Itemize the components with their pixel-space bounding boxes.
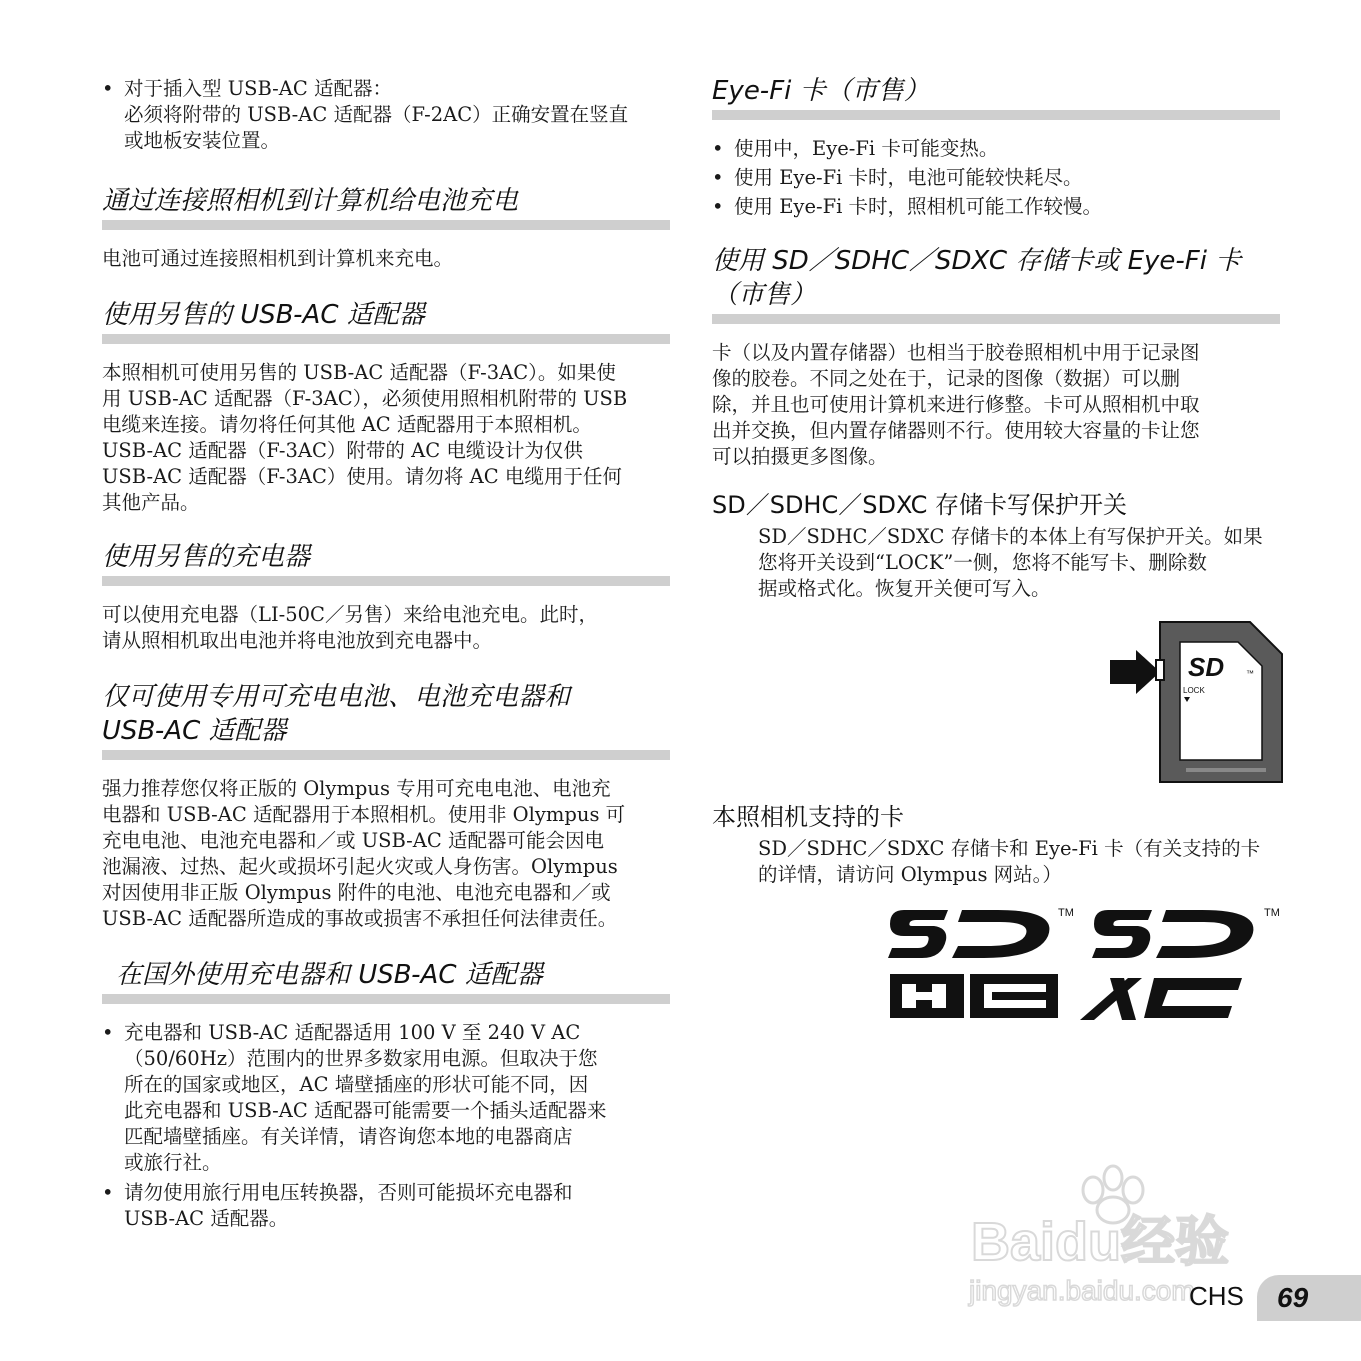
- sdxc-logo: [1080, 907, 1280, 1020]
- heading-line: 仅可使用专用可充电电池、电池充电器和: [102, 682, 571, 712]
- list-item: • 使用中，Eye-Fi 卡可能变热。: [712, 136, 1280, 162]
- section-heading: 使用另售的 USB-AC 适配器: [102, 298, 670, 344]
- section-body: 强力推荐您仅将正版的 Olympus 专用可充电电池、电池充 电器和 USB-AC 适配器用于本照相机。使用非 Olympus 可 充电电池、电池充电器和／或 USB-AC 适配器可能会因电 池漏液、过热、起火或损坏引起火灾或人身伤害。Olympus 对因使用非正版 Olympus 附件的电池、电池充电器和／或 USB-AC 适配器所造成的事故或损害不承担任何法律责任。: [102, 777, 626, 930]
- tm-mark: TM: [1264, 907, 1280, 919]
- sdhc-sdxc-logos: [888, 902, 1284, 1024]
- subsection-heading: 本照相机支持的卡: [712, 803, 904, 831]
- section-body: 本照相机可使用另售的 USB-AC 适配器（F-3AC）。如果使 用 USB-AC 适配器（F-3AC），必须使用照相机附带的 USB 电缆来连接。请勿将任何其他 AC 适配器用于本照相机。 USB-AC 适配器（F-3AC）附带的 AC 电缆设计为仅供 USB-AC 适配器（F-3AC）使用。请勿将 AC 电缆用于任何 其他产品。: [102, 361, 628, 514]
- section-genuine-accessories: [102, 680, 670, 932]
- list-item: • 使用 Eye-Fi 卡时，电池可能较快耗尽。: [712, 165, 1280, 191]
- section-body: 电池可通过连接照相机到计算机来充电。: [102, 247, 454, 270]
- section-charger: [102, 540, 670, 654]
- sdhc-logo: [888, 907, 1074, 1018]
- usb-ac-plug-note: [102, 76, 670, 154]
- section-heading: [712, 244, 1280, 324]
- heading-line: USB-AC 适配器: [102, 716, 287, 746]
- subsection-supported-cards: [712, 802, 1280, 888]
- section-eye-fi: [712, 74, 1280, 220]
- heading-line: 使用 SD／SDHC／SDXC 存储卡或 Eye-Fi 卡: [712, 246, 1242, 276]
- subsection-write-protect: [712, 490, 1280, 602]
- subsection-heading: SD／SDHC／SDXC 存储卡写保护开关: [712, 491, 1128, 519]
- list-item: • 使用 Eye-Fi 卡时，照相机可能工作较慢。: [712, 194, 1280, 220]
- section-usb-ac-adapter: [102, 298, 670, 516]
- sd-logo: SD: [1188, 652, 1225, 682]
- section-pc-charging: [102, 184, 670, 272]
- section-heading: 在国外使用充电器和 USB-AC 适配器: [102, 958, 670, 1004]
- bullet-list: [102, 1020, 670, 1232]
- subsection-body: SD／SDHC／SDXC 存储卡的本体上有写保护开关。如果 您将开关设到“LOCK”一侧，您将不能写卡、删除数 据或格式化。恢复开关便可写入。: [758, 525, 1263, 600]
- section-body: 可以使用充电器（LI-50C／另售）来给电池充电。此时， 请从照相机取出电池并将电池放到充电器中。: [102, 603, 598, 652]
- section-heading: [102, 680, 670, 760]
- watermark-brand: Baidu经验: [971, 1212, 1230, 1272]
- card-slot-line: [1186, 768, 1266, 772]
- write-protect-switch: [1156, 660, 1164, 680]
- page-footer: [1181, 1275, 1361, 1321]
- tm-mark: TM: [1058, 907, 1074, 919]
- section-memory-cards: [712, 244, 1280, 470]
- list-item: • 对于插入型 USB-AC 适配器： 必须将附带的 USB-AC 适配器（F-2AC）正确安置在竖直 或地板安装位置。: [102, 76, 670, 154]
- subsection-body: SD／SDHC／SDXC 存储卡和 Eye-Fi 卡（有关支持的卡 的详情，请访问 Olympus 网站。）: [758, 837, 1261, 886]
- language-label: CHS: [1189, 1281, 1244, 1311]
- list-item: • 充电器和 USB-AC 适配器适用 100 V 至 240 V AC （50/60Hz）范围内的世界多数家用电源。但取决于您 所在的国家或地区，AC 墙壁插座的形状可能不同，因 此充电器和 USB-AC 适配器可能需要一个插头适配器来 匹配墙壁插座。有关详情，请咨询您本地的电器商店 或旅行社。: [102, 1020, 670, 1176]
- section-body: 卡（以及内置存储器）也相当于胶卷照相机中用于记录图 像的胶卷。不同之处在于，记录的图像（数据）可以删 除，并且也可使用计算机来进行修整。卡可从照相机中取 出并交换，但内置存储器则不行。使用较大容量的卡让您 可以拍摄更多图像。: [712, 341, 1200, 468]
- bullet-list: [712, 136, 1280, 220]
- section-heading: 通过连接照相机到计算机给电池充电: [102, 184, 670, 230]
- section-abroad: [102, 958, 670, 1232]
- sd-card-illustration: [1110, 620, 1284, 786]
- list-item: • 请勿使用旅行用电压转换器，否则可能损坏充电器和 USB-AC 适配器。: [102, 1180, 670, 1232]
- lock-label: LOCK: [1183, 686, 1205, 695]
- section-heading: 使用另售的充电器: [102, 540, 670, 586]
- watermark-url: jingyan.baidu.com: [969, 1275, 1195, 1306]
- heading-line: （市售）: [712, 280, 817, 310]
- arrow-right-icon: [1110, 650, 1160, 694]
- section-heading: Eye-Fi 卡（市售）: [712, 74, 1280, 120]
- page-number: 69: [1257, 1275, 1361, 1321]
- sd-tm-mark: ™: [1246, 669, 1254, 678]
